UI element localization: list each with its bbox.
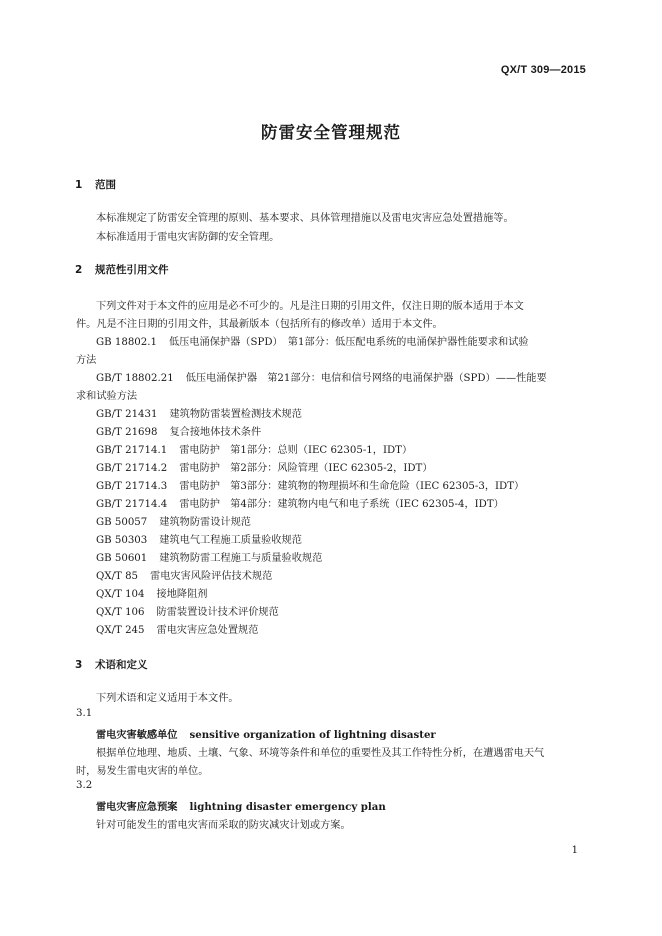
- reference-title: 雷电防护 第2部分：风险管理（IEC 62305-2，IDT）: [179, 463, 433, 474]
- term-definition: 针对可能发生的雷电灾害而采取的防灾减灾计划或方案。: [96, 820, 351, 831]
- term-chinese: 雷电灾害应急预案: [96, 802, 178, 813]
- term-chinese: 雷电灾害敏感单位: [96, 730, 178, 741]
- term-number: 3.2: [76, 780, 93, 791]
- reference-continuation: 求和试验方法: [76, 391, 138, 402]
- reference-title: 建筑物防雷设计规范: [159, 517, 251, 528]
- paragraph: 下列术语和定义适用于本文件。: [96, 693, 239, 704]
- term-definition-continuation: 时，易发生雷电灾害的单位。: [76, 766, 209, 777]
- reference-code: GB/T 21698: [96, 427, 158, 438]
- page-title: 防雷安全管理规范: [261, 123, 401, 142]
- reference-item: [96, 585, 207, 600]
- section-3-heading: [75, 657, 148, 672]
- reference-code: GB/T 21714.2: [96, 463, 168, 474]
- page-number: 1: [571, 845, 578, 856]
- reference-item: [96, 441, 412, 456]
- section-1-heading: [75, 177, 116, 192]
- reference-code: QX/T 85: [96, 571, 139, 582]
- paragraph: 下列文件对于本文件的应用是必不可少的。凡是注日期的引用文件，仅注日期的版本适用于本文: [96, 301, 524, 312]
- reference-code: GB/T 21714.1: [96, 445, 168, 456]
- reference-item: [96, 549, 322, 564]
- reference-code: GB 50057: [96, 517, 148, 528]
- reference-code: GB/T 21714.3: [96, 481, 168, 492]
- term-number: 3.1: [76, 708, 93, 719]
- reference-code: GB/T 21431: [96, 409, 158, 420]
- reference-title: 接地降阻剂: [156, 589, 208, 600]
- section-2-heading: [75, 262, 169, 277]
- reference-title: 建筑物防雷工程施工与质量验收规范: [159, 553, 323, 564]
- reference-title: 防雷装置设计技术评价规范: [156, 607, 279, 618]
- reference-item: [96, 459, 433, 474]
- reference-code: GB 50601: [96, 553, 148, 564]
- reference-title: 建筑物防雷装置检测技术规范: [169, 409, 302, 420]
- term-heading: [96, 726, 436, 741]
- section-title: 术语和定义: [95, 659, 148, 671]
- reference-item: [96, 423, 261, 438]
- section-number: 2: [75, 264, 83, 276]
- paragraph: 件。凡是不注日期的引用文件，其最新版本（包括所有的修改单）适用于本文件。: [76, 319, 443, 330]
- reference-code: QX/T 245: [96, 625, 145, 636]
- reference-item: [96, 531, 302, 546]
- reference-title: 雷电灾害应急处置规范: [156, 625, 259, 636]
- reference-code: QX/T 104: [96, 589, 145, 600]
- reference-title: 低压电涌保护器 第21部分：电信和信号网络的电涌保护器（SPD）——性能要: [185, 373, 547, 384]
- reference-item: [96, 603, 279, 618]
- term-english: lightning disaster emergency plan: [189, 801, 386, 813]
- reference-title: 雷电防护 第4部分：建筑物内电气和电子系统（IEC 62305-4，IDT）: [179, 499, 504, 510]
- reference-title: 雷电灾害风险评估技术规范: [150, 571, 273, 582]
- document-code: QX/T 309—2015: [500, 64, 586, 76]
- section-title: 范围: [95, 179, 116, 191]
- reference-item: [96, 621, 258, 636]
- reference-item: [96, 477, 524, 492]
- section-title: 规范性引用文件: [95, 264, 169, 276]
- section-number: 3: [75, 659, 83, 671]
- reference-continuation: 方法: [76, 355, 97, 366]
- paragraph: 本标准适用于雷电灾害防御的安全管理。: [96, 232, 280, 243]
- term-english: sensitive organization of lightning disaster: [189, 729, 436, 741]
- paragraph: 本标准规定了防雷安全管理的原则、基本要求、具体管理措施以及雷电灾害应急处置措施等。: [96, 213, 514, 224]
- reference-title: 雷电防护 第1部分：总则（IEC 62305-1，IDT）: [179, 445, 413, 456]
- reference-item: [96, 567, 272, 582]
- reference-code: QX/T 106: [96, 607, 145, 618]
- reference-title: 建筑电气工程施工质量验收规范: [159, 535, 302, 546]
- reference-item: [96, 333, 529, 348]
- section-number: 1: [75, 179, 83, 191]
- reference-title: 雷电防护 第3部分：建筑物的物理损坏和生命危险（IEC 62305-3，IDT）: [179, 481, 525, 492]
- reference-code: GB 50303: [96, 535, 148, 546]
- reference-title: 低压电涌保护器（SPD） 第1部分：低压配电系统的电涌保护器性能要求和试验: [169, 337, 529, 348]
- reference-item: [96, 369, 547, 384]
- term-heading: [96, 798, 386, 813]
- reference-title: 复合接地体技术条件: [169, 427, 262, 438]
- reference-code: GB/T 21714.4: [96, 499, 168, 510]
- term-definition: 根据单位地理、地质、土壤、气象、环境等条件和单位的重要性及其工作特性分析，在遭遇雷电天气: [96, 748, 545, 759]
- reference-code: GB/T 18802.21: [96, 373, 174, 384]
- reference-code: GB 18802.1: [96, 337, 157, 348]
- reference-item: [96, 405, 302, 420]
- reference-item: [96, 513, 251, 528]
- reference-item: [96, 495, 504, 510]
